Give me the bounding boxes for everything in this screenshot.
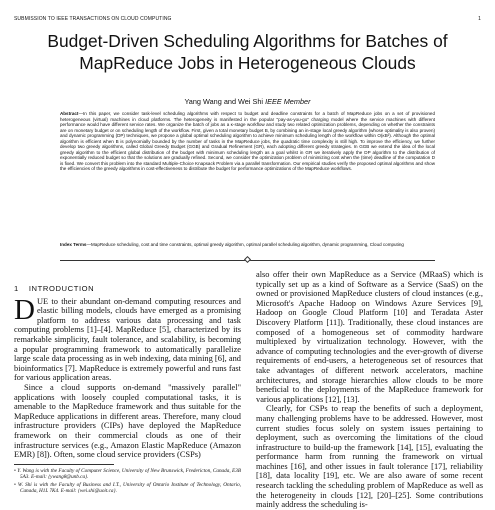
intro-paragraph-1-text: UE to their abundant on-demand computing resources and elastic billing models, clouds have emerged as a promising platform to address various data processing and task computing problems [1]–[4]. MapReduce [5], characterized by its remarkable simplicity, fault tolerance, and scalability, is becoming a popular programming framework to automatically parallelize large scale data processing as in web indexing, data mining [6], and bioinformatics [7]. MapReduce is extremely powerful and runs fast for various application areas. [14, 296, 241, 383]
section-heading [14, 284, 241, 294]
right-column [256, 270, 483, 510]
abstract-label: Abstract [60, 111, 79, 116]
paper-title: Budget-Driven Scheduling Algorithms for Batches of MapReduce Jobs in Heterogeneous Clouds [47, 31, 448, 73]
author-names: Yang Wang and Wei Shi [184, 97, 264, 106]
index-terms-label: Index Terms [60, 242, 87, 247]
running-header [14, 16, 481, 22]
right-paragraph-2: Clearly, for CSPs to reap the benefits of such a deployment, many challenging problems have to be addressed. However, most current studies focus solely on system issues pertaining to deployment, such as overcoming the limitations of the cloud infrastructure to build-up the framework [14], [15], evaluating the performance harm from running the framework on virtual machines [16], and other issues in fault tolerance [17], reliability [18], data locality [19], etc. We are also aware of some recent research tackling the scheduling problem of MapReduce as well as the heterogeneity in clouds [12], [20]–[25]. Some contributions mainly address the scheduling is- [256, 404, 483, 510]
left-column [14, 284, 241, 497]
index-terms [60, 242, 435, 248]
separator-diamond [244, 256, 251, 263]
footnote-rule [14, 464, 114, 465]
page-number: 1 [478, 16, 481, 22]
footnote-author-1-text: Y. Wang is with the Faculty of Computer Science, University of New Brunswick, Fredericton, Canada, E3B 5A3. E-mail: {ywang8@unb.ca}. [17, 467, 241, 480]
footnote-author-1: • Y. Wang is with the Faculty of Computer Science, University of New Brunswick, Fredericton, Canada, E3B 5A3. E-mail: {ywang8@unb.ca}. [14, 467, 241, 480]
section-number: 1 [14, 284, 19, 293]
dropcap: D [14, 293, 35, 326]
right-paragraph-1: also offer their own MapReduce as a Service (MRaaS) which is typically set up as a kind of Software as a Service (SaaS) on the owned or provisioned MapReduce clusters of cloud instances (e.g., Microsoft's Apache Hadoop on Windows Azure Services [9], Hadoop on Google Cloud Platform [10] and Teradata Aster Discovery Platform [11]). Traditionally, these cloud instances are composed of a homogeneous set of commodity hardware multiplexed by virtualization technology. However, with the advance of computing technologies and the ever-growth of diverse requirements of end-users, a heterogeneous set of resources that take advantages of different network accelerators, machine architectures, and storage hierarchies allow clouds to be more beneficial to the deployments of the MapReduce framework for various applications [12], [13]. [256, 270, 483, 404]
running-head-text: SUBMISSION TO IEEE TRANSACTIONS ON CLOUD COMPUTING [14, 16, 172, 22]
abstract [60, 111, 435, 172]
abstract-text: —In this paper, we consider task-level scheduling algorithms with respect to budget and deadline constraints for a batch of MapReduce jobs on a set of provisioned heterogeneous (virtual) machines in cloud platforms. The heterogeneity is manifested in the popular "pay-as-you-go" charging model where the service machines with different performance would have different service rates. We organize the batch of jobs as a κ-stage workflow and study two related optimization problems, depending on whether the constraints are on monetary budget or on scheduling length of the workflow. First, given a total monetary budget B, by combining an in-stage local greedy algorithm (whose optimality is also proven) and dynamic programming (DP) techniques, we propose a global optimal scheduling algorithm to achieve minimum scheduling length of the workflow within O(κB²). Although the optimal algorithm is efficient when B is polynomially bounded by the number of tasks in the MapReduce jobs, the quadratic time complexity is still high. To improve the efficiency, we further develop two greedy algorithms, called Global Greedy Budget (GGB) and Gradual Refinement (GR), each adopting different greedy strategies. In GGB we extend the idea of the local greedy algorithm to the efficient global distribution of the budget with minimum scheduling length as a goal whilst in GR we iteratively apply the DP algorithm to the distribution of exponentially reduced budget so that the solutions are gradually refined. Second, we consider the optimization problem of minimizing cost when the (time) deadline of the computation D is fixed. We convert this problem into the standard Multiple-Choice Knapsack Problem via a parallel transformation. Our empirical studies verify the proposed optimal algorithms and show the efficiencies of the greedy algorithms in cost-effectiveness to distribute the budget for performance optimizations of the MapReduce workflows. [60, 111, 435, 172]
author-membership: IEEE Member [265, 97, 311, 106]
intro-paragraph-1 [14, 293, 241, 383]
section-title: INTRODUCTION [28, 284, 95, 293]
intro-paragraph-2: Since a cloud supports on-demand "massively parallel" applications with loosely coupled computational tasks, it is amenable to the MapReduce framework and thus suitable for the MapReduce applications in different areas. Therefore, many cloud infrastructure providers (CIPs) have deployed the MapReduce framework on their commercial clouds as one of their infrastructure services (e.g., Amazon Elastic MapReduce (Amazon EMR) [8]). Often, some cloud service providers (CSPs) [14, 382, 241, 460]
footnote-author-2: • W. Shi is with the Faculty of Business and I.T., University of Ontario Institute of Technology, Ontario, Canada, H1L 7K4. E-mail: {wei.shi@uoit.ca}. [14, 482, 241, 495]
footnote-author-2-text: W. Shi is with the Faculty of Business and I.T., University of Ontario Institute of Technology, Ontario, Canada, H1L 7K4. E-mail: {wei.shi@uoit.ca}. [17, 482, 241, 495]
index-terms-text: —MapReduce scheduling, cost and time constraints, optimal greedy algorithm, optimal parallel scheduling algorithm, dynamic programming, Cloud computing [86, 242, 404, 247]
author-line [0, 97, 495, 106]
